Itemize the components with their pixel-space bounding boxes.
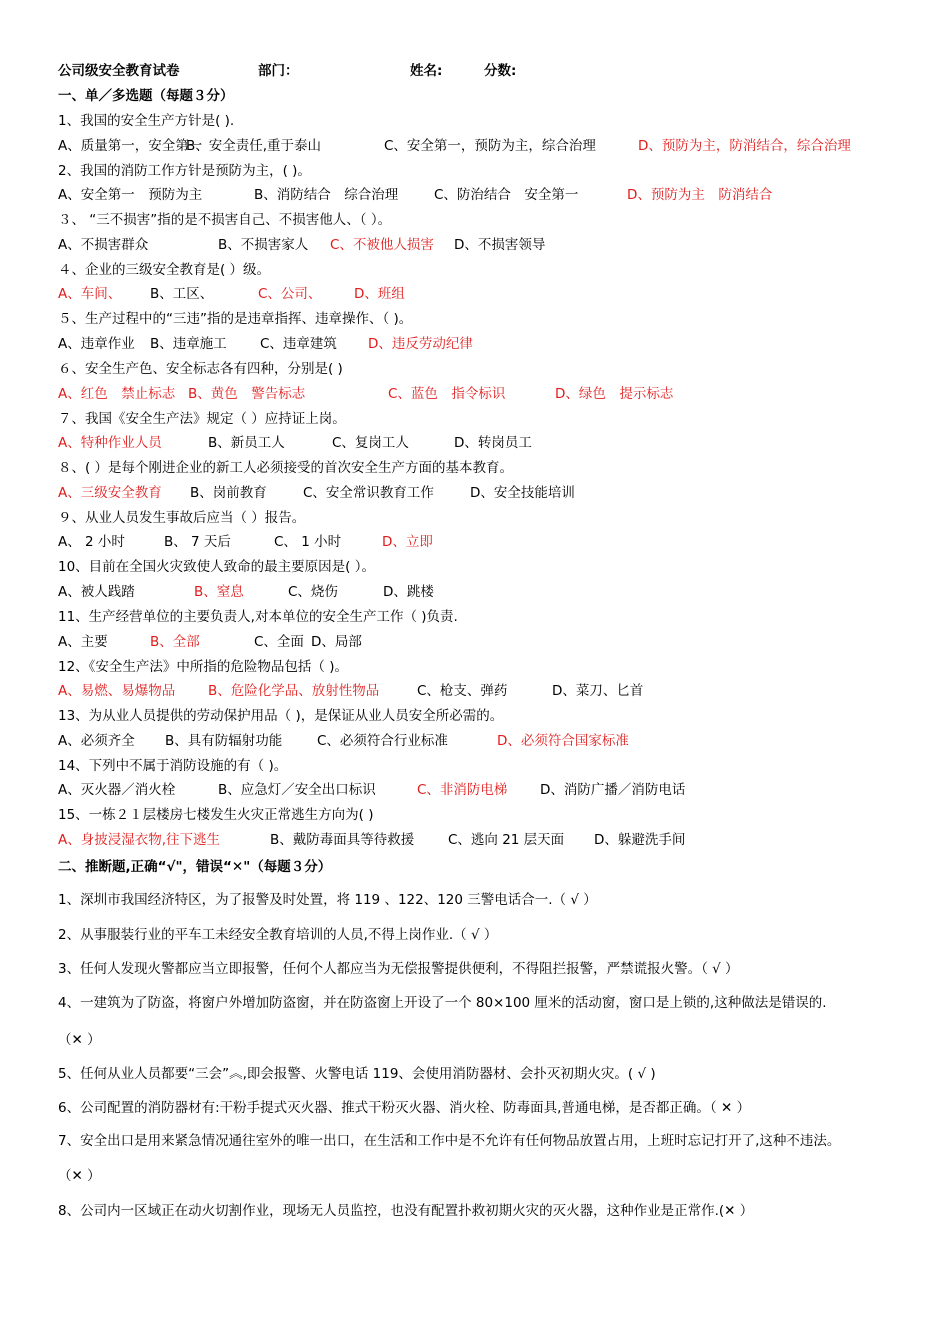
question-8 xyxy=(0,457,950,479)
option-a-answer: A、易燃、易爆物品 xyxy=(58,683,176,700)
option-d-answer: D、预防为主，防消结合，综合治理 xyxy=(638,137,851,154)
judgment-item-8 xyxy=(0,1200,950,1222)
option-d: D、不损害领导 xyxy=(454,236,546,253)
question-8-options xyxy=(0,482,950,504)
judgment-answer: （✕ ） xyxy=(58,1032,101,1048)
option-c: C、复岗工人 xyxy=(332,435,409,452)
option-b: B、岗前教育 xyxy=(190,484,267,501)
question-text: ５、生产过程中的“三违”指的是违章指挥、违章操作、（ )。 xyxy=(58,311,413,328)
option-c: C、必须符合行业标准 xyxy=(317,732,448,749)
question-9 xyxy=(0,507,950,529)
question-4 xyxy=(0,259,950,281)
section2-heading xyxy=(0,856,950,878)
question-text: 2、我国的消防工作方针是预防为主，( )。 xyxy=(58,162,311,179)
option-b: B、违章施工 xyxy=(150,336,227,352)
option-c-answer: C、公司、 xyxy=(258,286,322,303)
option-a: A、质量第一，安全第一 xyxy=(58,137,203,154)
question-10 xyxy=(0,556,950,578)
option-c: C、 1 小时 xyxy=(274,534,342,551)
question-text: 14、下列中不属于消防设施的有（ )。 xyxy=(58,757,288,774)
score-label: 分数: xyxy=(484,63,517,79)
question-7 xyxy=(0,408,950,430)
section1-heading-text: 一、单／多选题（每题３分） xyxy=(58,88,234,104)
option-d-answer: D、必须符合国家标准 xyxy=(497,732,629,749)
option-d: D、消防广播／消防电话 xyxy=(540,782,686,799)
option-d: D、跳楼 xyxy=(383,584,434,600)
option-a-answer: A、红色 禁止标志 xyxy=(58,385,176,402)
option-a: A、必须齐全 xyxy=(58,732,135,749)
option-d: D、安全技能培训 xyxy=(470,484,575,501)
option-b-answer: B、窒息 xyxy=(194,584,244,600)
option-c: C、违章建筑 xyxy=(260,336,337,352)
option-b: B、安全责任,重于泰山 xyxy=(186,137,322,154)
option-b: B、不损害家人 xyxy=(218,236,309,253)
judgment-item-2 xyxy=(0,924,950,946)
option-a: A、违章作业 xyxy=(58,336,135,352)
judgment-text: 3、任何人发现火警都应当立即报警，任何个人都应当为无偿报警提供便利，不得阻拦报警，严禁谎报火警。（ √ ） xyxy=(58,961,739,977)
option-a: A、主要 xyxy=(58,633,108,650)
question-10-options xyxy=(0,581,950,603)
question-13-options xyxy=(0,730,950,752)
option-c: C、安全第一，预防为主，综合治理 xyxy=(384,137,596,154)
question-5 xyxy=(0,308,950,330)
question-1 xyxy=(0,110,950,132)
option-b: B、新员工人 xyxy=(208,435,285,452)
question-14 xyxy=(0,755,950,777)
option-a-answer: A、车间、 xyxy=(58,286,122,303)
exam-title: 公司级安全教育试卷 xyxy=(58,63,180,79)
department-label: 部门： xyxy=(258,63,299,79)
option-b-answer: B、全部 xyxy=(150,633,200,650)
judgment-text: 5、任何从业人员都要“三会”︽,即会报警、火警电话 119、会使用消防器材、会扑灭初期火灾。( √ ) xyxy=(58,1066,656,1082)
question-text: 13、为从业人员提供的劳动保护用品（ )，是保证从业人员安全所必需的。 xyxy=(58,708,504,725)
judgment-item-7-answer-line xyxy=(0,1165,950,1187)
option-a: A、安全第一 预防为主 xyxy=(58,187,203,204)
option-b: B、具有防辐射功能 xyxy=(165,732,283,749)
option-d-answer: D、违反劳动纪律 xyxy=(368,336,473,352)
section1-heading xyxy=(0,85,950,107)
option-a-answer: A、身披浸湿衣物,往下逃生 xyxy=(58,832,221,848)
option-c: C、安全常识教育工作 xyxy=(303,484,434,501)
option-b: B、 7 天后 xyxy=(164,534,231,551)
question-2 xyxy=(0,160,950,182)
judgment-answer: （✕ ） xyxy=(58,1168,101,1184)
question-text: ９、从业人员发生事故后应当（ ）报告。 xyxy=(58,509,306,526)
judgment-item-4 xyxy=(0,992,950,1014)
judgment-text: 8、公司内一区域正在动火切割作业，现场无人员监控，也没有配置扑救初期火灾的灭火器，这种作业是正常作.(✕ ） xyxy=(58,1203,754,1219)
question-text: ７、我国《安全生产法》规定（ ）应持证上岗。 xyxy=(58,410,346,427)
question-2-options xyxy=(0,184,950,206)
name-label: 姓名: xyxy=(410,63,443,79)
question-text: ６、安全生产色、安全标志各有四种，分别是( ) xyxy=(58,361,343,377)
question-text: ４、企业的三级安全教育是( ）级。 xyxy=(58,261,271,278)
judgment-text: 7、安全出口是用来紧急情况通往室外的唯一出口，在生活和工作中是不允许有任何物品放置占用，上班时忘记打开了,这种不违法。 xyxy=(58,1133,841,1149)
judgment-text: 4、一建筑为了防盗，将窗户外增加防盗窗，并在防盗窗上开设了一个 80×100 厘米的活动窗，窗口是上锁的,这种做法是错误的. xyxy=(58,995,827,1011)
question-9-options xyxy=(0,531,950,553)
question-4-options xyxy=(0,283,950,305)
option-b: B、消防结合 综合治理 xyxy=(254,187,399,204)
judgment-item-6 xyxy=(0,1097,950,1119)
option-c: C、防治结合 安全第一 xyxy=(434,187,579,204)
question-5-options xyxy=(0,333,950,355)
question-15-options xyxy=(0,829,950,851)
option-a-answer: A、特种作业人员 xyxy=(58,435,162,452)
question-14-options xyxy=(0,779,950,801)
judgment-item-1 xyxy=(0,889,950,911)
judgment-item-4-answer-line xyxy=(0,1029,950,1051)
option-d: D、菜刀、匕首 xyxy=(552,683,644,700)
question-15 xyxy=(0,804,950,826)
question-7-options xyxy=(0,432,950,454)
option-c: C、逃向 21 层天面 xyxy=(448,832,565,848)
question-13 xyxy=(0,705,950,727)
option-d-answer: D、绿色 提示标志 xyxy=(555,385,674,402)
question-3 xyxy=(0,209,950,231)
question-6-options xyxy=(0,383,950,405)
option-d-answer: D、立即 xyxy=(382,534,433,551)
question-text: ３、 “三不损害”指的是不损害自己、不损害他人、（ ）。 xyxy=(58,212,392,229)
option-a-answer: A、三级安全教育 xyxy=(58,484,162,501)
question-6 xyxy=(0,358,950,380)
question-text: 15、一栋２１层楼房七楼发生火灾正常逃生方向为( ) xyxy=(58,807,374,824)
option-d: D、转岗员工 xyxy=(454,435,532,452)
option-a: A、 2 小时 xyxy=(58,534,125,551)
question-11 xyxy=(0,606,950,628)
option-b: B、工区、 xyxy=(150,286,214,303)
question-text: 10、目前在全国火灾致使人致命的最主要原因是( ）。 xyxy=(58,559,375,576)
question-text: 11、生产经营单位的主要负责人,对本单位的安全生产工作（ )负责. xyxy=(58,609,458,625)
option-a: A、被人践踏 xyxy=(58,584,135,600)
question-text: ８、( ）是每个刚进企业的新工人必须接受的首次安全生产方面的基本教育。 xyxy=(58,460,514,477)
option-c: C、全面 xyxy=(254,633,304,650)
option-a: A、不损害群众 xyxy=(58,236,149,253)
section2-heading-text: 二、推断题,正确“√"，错误“✕"（每题３分） xyxy=(58,859,332,875)
judgment-item-7 xyxy=(0,1130,950,1152)
judgment-item-5 xyxy=(0,1063,950,1085)
judgment-text: 2、从事服装行业的平车工未经安全教育培训的人员,不得上岗作业.（ √ ） xyxy=(58,927,498,943)
option-c-answer: C、蓝色 指令标识 xyxy=(388,385,506,402)
question-3-options xyxy=(0,234,950,256)
option-c-answer: C、非消防电梯 xyxy=(417,782,508,799)
question-12-options xyxy=(0,680,950,702)
question-11-options xyxy=(0,631,950,653)
question-text: 1、我国的安全生产方针是( ). xyxy=(58,113,235,129)
option-b-answer: B、危险化学品、放射性物品 xyxy=(208,683,380,700)
question-text: 12、《安全生产法》中所指的危险物品包括（ )。 xyxy=(58,658,348,675)
option-a: A、灭火器／消火栓 xyxy=(58,782,176,799)
option-c: C、烧伤 xyxy=(288,584,338,600)
judgment-item-3 xyxy=(0,958,950,980)
option-d: D、局部 xyxy=(311,633,362,650)
option-d-answer: D、班组 xyxy=(354,286,405,303)
option-c: C、枪支、弹药 xyxy=(417,683,508,700)
question-1-options xyxy=(0,135,950,157)
option-c-answer: C、不被他人损害 xyxy=(330,236,434,253)
option-b: B、应急灯／安全出口标识 xyxy=(218,782,376,799)
option-d-answer: D、预防为主 防消结合 xyxy=(627,187,773,204)
exam-header xyxy=(0,60,950,82)
question-12 xyxy=(0,656,950,678)
judgment-text: 1、深圳市我国经济特区，为了报警及时处置，将 119 、122、120 三警电话合一.（ √ ） xyxy=(58,892,597,908)
judgment-text: 6、公司配置的消防器材有:干粉手提式灭火器、推式干粉灭火器、消火栓、防毒面具,普通电梯，是否都正确。（ ✕ ） xyxy=(58,1100,751,1116)
option-b: B、戴防毒面具等待救援 xyxy=(270,832,415,848)
option-d: D、躲避洗手间 xyxy=(594,832,686,848)
option-b-answer: B、黄色 警告标志 xyxy=(188,385,306,402)
